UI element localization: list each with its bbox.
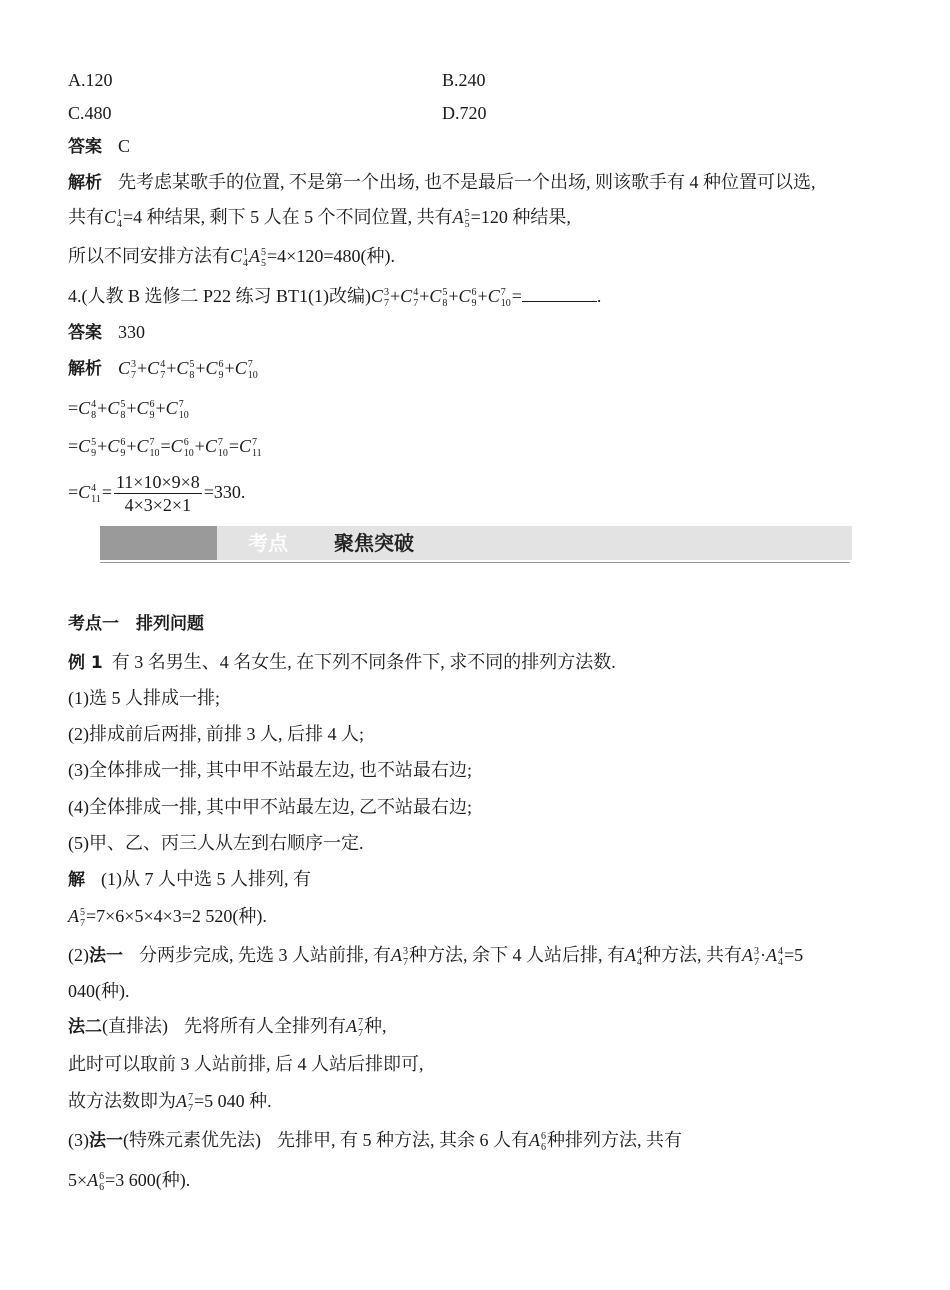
- text-segment: 种方法, 余下 4 人站后排, 有: [409, 945, 625, 965]
- solution-label: 解: [68, 870, 85, 890]
- condition-5: (5)甲、乙、丙三人从左到右顺序一定.: [68, 833, 364, 853]
- text-segment: 故方法数即为: [68, 1091, 176, 1111]
- text-segment: =120 种结果,: [470, 207, 571, 227]
- condition-1: (1)选 5 人排成一排;: [68, 688, 220, 708]
- text-segment: =330.: [203, 482, 246, 502]
- answer-value: 330: [118, 322, 145, 342]
- math-step: =C 4 11 =: [68, 482, 112, 505]
- solution-line-8: [68, 1128, 682, 1153]
- solution-line-6: 此时可以取前 3 人站前排, 后 4 人站后排即可,: [68, 1054, 424, 1074]
- text-segment: =4×120=480(种).: [267, 246, 395, 266]
- condition-4: (4)全体排成一排, 其中甲不站最左边, 乙不站最右边;: [68, 797, 472, 817]
- math-a-6-6: A 6 6: [529, 1130, 546, 1153]
- solution-line-4: 040(种).: [68, 981, 130, 1001]
- answer-blank: [522, 285, 597, 302]
- solution-line-3: [68, 943, 803, 968]
- question-source: 4.(人教 B 选修二 P22 练习 BT1(1)改编): [68, 286, 371, 306]
- q3-analysis-line-2: [68, 205, 571, 230]
- math-c-4-1: C 1 4: [230, 246, 249, 269]
- banner-accent: [100, 526, 217, 560]
- analysis-text: 先考虑某歌手的位置, 不是第一个出场, 也不是最后一个出场, 则该歌手有 4 种位置可以选,: [118, 172, 816, 192]
- math-c-4-1: C 1 4: [104, 207, 123, 230]
- math-step: =C 4 8 +C 5 8 +C 6 9 +C 7 10: [68, 398, 189, 421]
- q4-analysis-line-2: [68, 396, 190, 421]
- solution-line-7: [68, 1089, 272, 1114]
- fraction: [114, 471, 202, 516]
- math-a-7-3: A 3 7: [742, 945, 759, 968]
- math-a-5-5: A 5 5: [452, 207, 470, 230]
- text-segment: .: [596, 286, 602, 306]
- fraction-denominator: 4×3×2×1: [124, 495, 192, 516]
- q4-stem: [68, 284, 601, 309]
- example-stem: [68, 650, 616, 675]
- answer-value: C: [118, 136, 131, 156]
- example-text: 有 3 名男生、4 名女生, 在下列不同条件下, 求不同的排列方法数.: [111, 652, 616, 672]
- solution-line-5: [68, 1014, 387, 1039]
- math-a-6-6: A 6 6: [87, 1170, 105, 1193]
- math-step: =C 5 9 +C 6 9 +C 7 10 =C 6 10 +C 7 10 =C 7 11: [68, 436, 262, 459]
- text-segment: =5 040 种.: [194, 1091, 272, 1111]
- option-b: B.240: [442, 70, 486, 90]
- text-segment: (2): [68, 945, 89, 965]
- option-a: A.120: [68, 70, 113, 90]
- q4-analysis-line-3: [68, 434, 263, 459]
- answer-label: 答案: [68, 323, 102, 343]
- text-segment: (1)从 7 人中选 5 人排列, 有: [101, 869, 311, 889]
- fraction-numerator: 11×10×9×8: [115, 472, 200, 493]
- math-sum: C 3 7 +C 4 7 +C 5 8 +C 6 9 +C 7 10 =: [371, 286, 522, 309]
- method-name: (直排法): [102, 1016, 168, 1036]
- condition-3: (3)全体排成一排, 其中甲不站最左边, 也不站最右边;: [68, 760, 472, 780]
- math-sum: C 3 7 +C 4 7 +C 5 8 +C 6 9 +C 7 10: [118, 358, 258, 381]
- banner-background: [136, 526, 852, 560]
- text-segment: 共有: [68, 207, 104, 227]
- option-c: C.480: [68, 103, 112, 123]
- math-a-7-3: A 3 7: [391, 945, 408, 968]
- q4-analysis-line-4: [68, 470, 245, 516]
- method-label: 法二: [68, 1017, 102, 1037]
- text-segment: 分两步完成, 先选 3 人站前排, 有: [139, 945, 391, 965]
- text-segment: =4 种结果, 剩下 5 人在 5 个不同位置, 共有: [123, 207, 453, 227]
- banner-tag: 考点: [248, 531, 288, 555]
- text-segment: 种方法, 共有: [643, 945, 742, 965]
- solution-line-2: [68, 904, 267, 929]
- text-segment: 所以不同安排方法有: [68, 246, 230, 266]
- option-d: D.720: [442, 103, 487, 123]
- q3-analysis-line-3: [68, 244, 395, 269]
- condition-2: (2)排成前后两排, 前排 3 人, 后排 4 人;: [68, 724, 364, 744]
- method-name: (特殊元素优先法): [123, 1130, 261, 1150]
- answer-label: 答案: [68, 137, 102, 157]
- math-a-4-4: A 4 4: [625, 945, 642, 968]
- math-a-7-7: A 7 7: [346, 1016, 363, 1039]
- text-segment: 种,: [364, 1016, 387, 1036]
- text-segment: 5×: [68, 1170, 88, 1190]
- analysis-label: 解析: [68, 359, 102, 379]
- math-a-7-7: A 7 7: [176, 1091, 193, 1114]
- text-segment: 先将所有人全排列有: [184, 1016, 346, 1036]
- math-a-7-5: A 5 7: [68, 906, 85, 929]
- text-segment: 先排甲, 有 5 种方法, 其余 6 人有: [277, 1130, 529, 1150]
- section-heading: 考点一 排列问题: [68, 614, 204, 634]
- text-segment: =5: [784, 945, 804, 965]
- banner-title: 聚焦突破: [334, 531, 414, 555]
- method-label: 法一: [89, 946, 123, 966]
- banner-rule: [100, 562, 850, 563]
- text-segment: (3): [68, 1130, 89, 1150]
- solution-line-1: [68, 867, 311, 892]
- text-segment: 种排列方法, 共有: [547, 1130, 682, 1150]
- text-segment: ·: [760, 945, 766, 965]
- analysis-label: 解析: [68, 173, 102, 193]
- example-label: 例 1: [68, 653, 103, 673]
- q3-answer-line: [68, 134, 130, 159]
- math-a-4-4: A 4 4: [766, 945, 783, 968]
- solution-line-9: [68, 1168, 190, 1193]
- text-segment: =3 600(种).: [105, 1170, 191, 1190]
- q4-answer-line: [68, 320, 145, 345]
- text-segment: =7×6×5×4×3=2 520(种).: [86, 906, 267, 926]
- q4-analysis-line-1: [68, 356, 259, 381]
- q3-analysis-line-1: [68, 170, 816, 195]
- math-a-5-5: A 5 5: [249, 246, 267, 269]
- method-label: 法一: [89, 1131, 123, 1151]
- section-banner: [100, 522, 850, 566]
